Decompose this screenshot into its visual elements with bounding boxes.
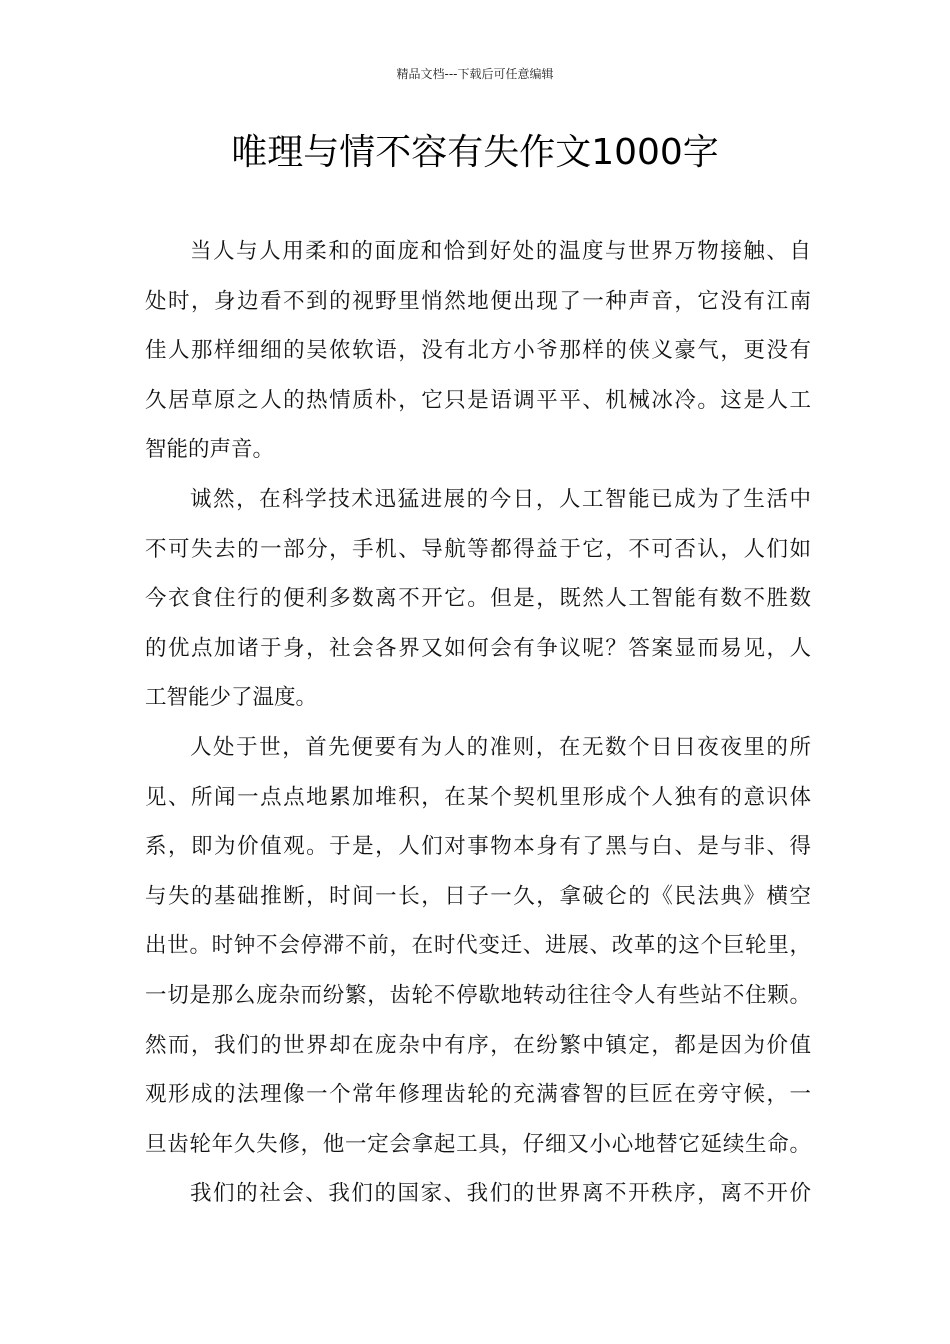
text-line: 出世。时钟不会停滞不前，在时代变迁、进展、改革的这个巨轮里，	[145, 933, 811, 959]
paragraph-3	[145, 723, 811, 1169]
text-line: 我们的社会、我们的国家、我们的世界离不开秩序，离不开价	[190, 1181, 811, 1207]
text-line: 今衣食住行的便利多数离不开它。但是，既然人工智能有数不胜数	[145, 586, 811, 612]
paragraph-1	[145, 227, 811, 475]
document-title: 唯理与情不容有失作文1000字	[231, 132, 719, 173]
article-body	[145, 227, 811, 1219]
text-line: 然而，我们的世界却在庞杂中有序，在纷繁中镇定，都是因为价值	[145, 1032, 811, 1058]
text-line: 观形成的法理像一个常年修理齿轮的充满睿智的巨匠在旁守候，一	[145, 1082, 811, 1108]
text-line: 佳人那样细细的吴侬软语，没有北方小爷那样的侠义豪气，更没有	[145, 338, 811, 364]
paragraph-2	[145, 475, 811, 723]
text-line: 一切是那么庞杂而纷繁，齿轮不停歇地转动往往令人有些站不住颗。	[145, 982, 811, 1008]
text-line: 久居草原之人的热情质朴，它只是语调平平、机械冰冷。这是人工	[145, 387, 811, 413]
header-note: 精品文档---下载后可任意编辑	[396, 67, 554, 81]
text-line: 当人与人用柔和的面庞和恰到好处的温度与世界万物接触、自	[190, 239, 811, 264]
text-line: 诚然，在科学技术迅猛进展的今日，人工智能已成为了生活中	[190, 486, 811, 512]
text-line: 智能的声音。	[145, 437, 275, 463]
paragraph-4	[145, 1169, 811, 1219]
text-line: 人处于世，首先便要有为人的准则，在无数个日日夜夜里的所	[190, 734, 811, 760]
text-line: 工智能少了温度。	[145, 685, 318, 711]
text-line: 与失的基础推断，时间一长，日子一久，拿破仑的《民法典》横空	[145, 883, 811, 909]
text-line: 系，即为价值观。于是，人们对事物本身有了黑与白、是与非、得	[145, 834, 811, 860]
text-line: 处时，身边看不到的视野里悄然地便出现了一种声音，它没有江南	[145, 288, 811, 314]
text-line: 见、所闻一点点地累加堆积，在某个契机里形成个人独有的意识体	[145, 784, 811, 810]
text-line: 的优点加诸于身，社会各界又如何会有争议呢？答案显而易见，人	[145, 635, 811, 661]
text-line: 不可失去的一部分，手机、导航等都得益于它，不可否认，人们如	[145, 536, 811, 562]
text-line: 旦齿轮年久失修，他一定会拿起工具，仔细又小心地替它延续生命。	[145, 1131, 811, 1157]
